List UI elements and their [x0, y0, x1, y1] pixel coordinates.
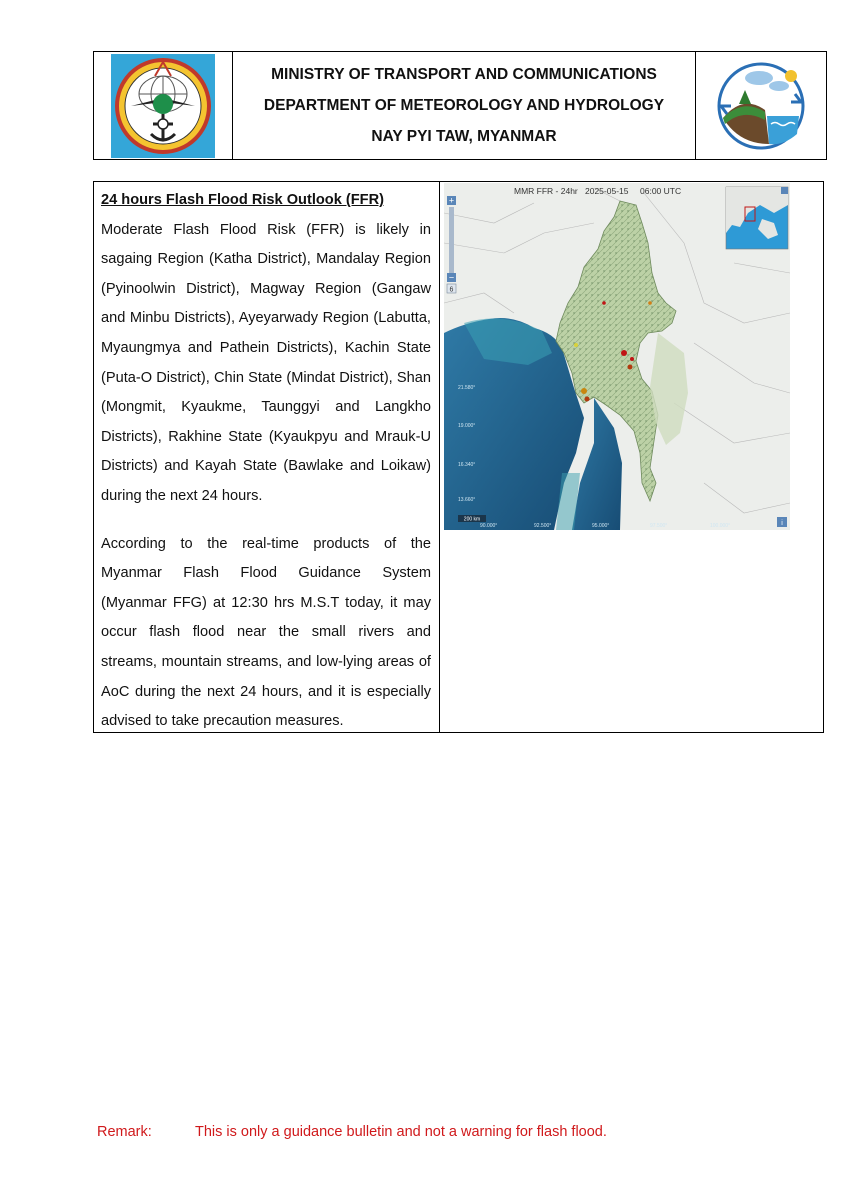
- zoom-out-button[interactable]: [447, 273, 456, 283]
- layer-toggle-label: 6: [449, 286, 454, 294]
- header-titles: [233, 52, 695, 159]
- lon-label-4: 97.500°: [650, 523, 668, 529]
- map-scale-bar: [458, 515, 486, 523]
- flash-flood-risk-map[interactable]: [444, 183, 790, 530]
- ministry-name: MINISTRY OF TRANSPORT AND COMMUNICATIONS: [271, 66, 657, 83]
- lon-label-1: 90.000°: [480, 523, 498, 529]
- zoom-slider[interactable]: [449, 207, 454, 273]
- lat-label-1: 21.580°: [458, 385, 476, 391]
- remark-text: This is only a guidance bulletin and not a warning for flash flood.: [195, 1124, 607, 1140]
- outlook-paragraph-risk: Moderate Flash Flood Risk (FFR) is likely in sagaing Region (Katha District), Mandalay Region (Pyinoolwin District), Magway Region (Gangaw and Minbu Districts), Ayeyarwady Region (Labutta, Myaungmya and Pathein Districts), Kachin State (Puta-O District), Chin State (Mindat District), Shan (Mongmit, Kyaukme, Taunggyi and Langkho Districts), Rakhine State (Kyaukpyu and Mrauk-U Districts) and Kayah State (Bawlake and Loikaw) during the next 24 hours.: [101, 221, 431, 504]
- lon-label-2: 92.500°: [534, 523, 552, 529]
- map-product-label: MMR FFR - 24hr: [514, 186, 578, 196]
- remark-line: [97, 1124, 607, 1140]
- ministry-emblem-icon: [111, 54, 215, 158]
- lon-label-3: 95.000°: [592, 523, 610, 529]
- remark-label: Remark:: [97, 1124, 152, 1140]
- location-name: NAY PYI TAW, MYANMAR: [371, 128, 557, 145]
- department-name: DEPARTMENT OF METEOROLOGY AND HYDROLOGY: [263, 97, 665, 114]
- hydrology-logo-icon: [709, 54, 813, 158]
- outlook-title: 24 hours Flash Flood Risk Outlook (FFR): [101, 192, 384, 208]
- lat-label-2: 19.000°: [458, 423, 476, 429]
- zoom-in-button[interactable]: [447, 196, 456, 206]
- lon-label-5: 100.000°: [710, 523, 731, 529]
- outlook-table: [93, 181, 824, 733]
- lat-label-4: 13.660°: [458, 497, 476, 503]
- zoom-in-label: +: [448, 195, 455, 206]
- map-date-label: 2025-05-15: [585, 186, 629, 196]
- department-logo-cell: [695, 52, 826, 159]
- zoom-out-label: −: [448, 272, 455, 283]
- map-scale-label: 200 km: [463, 516, 481, 523]
- outlook-paragraph-guidance: According to the real-time products of the Myanmar Flash Flood Guidance System (Myanmar FFG) at 12:30 hrs M.S.T today, it may occur flash flood near the small rivers and streams, mountain streams, and low-lying areas of AoC during the next 24 hours, and it is especially advised to take precaution measures.: [101, 535, 431, 730]
- ministry-logo-cell: [94, 52, 233, 159]
- map-overview-inset[interactable]: [726, 187, 788, 249]
- header-table: [93, 51, 827, 160]
- svg-text:i: i: [781, 520, 783, 527]
- map-info-button[interactable]: [777, 517, 787, 527]
- lat-label-3: 16.340°: [458, 462, 476, 468]
- map-time-label: 06:00 UTC: [640, 186, 682, 196]
- layer-toggle-button[interactable]: [447, 284, 456, 294]
- outlook-map-cell: [440, 182, 823, 732]
- outlook-text-cell: [94, 182, 440, 732]
